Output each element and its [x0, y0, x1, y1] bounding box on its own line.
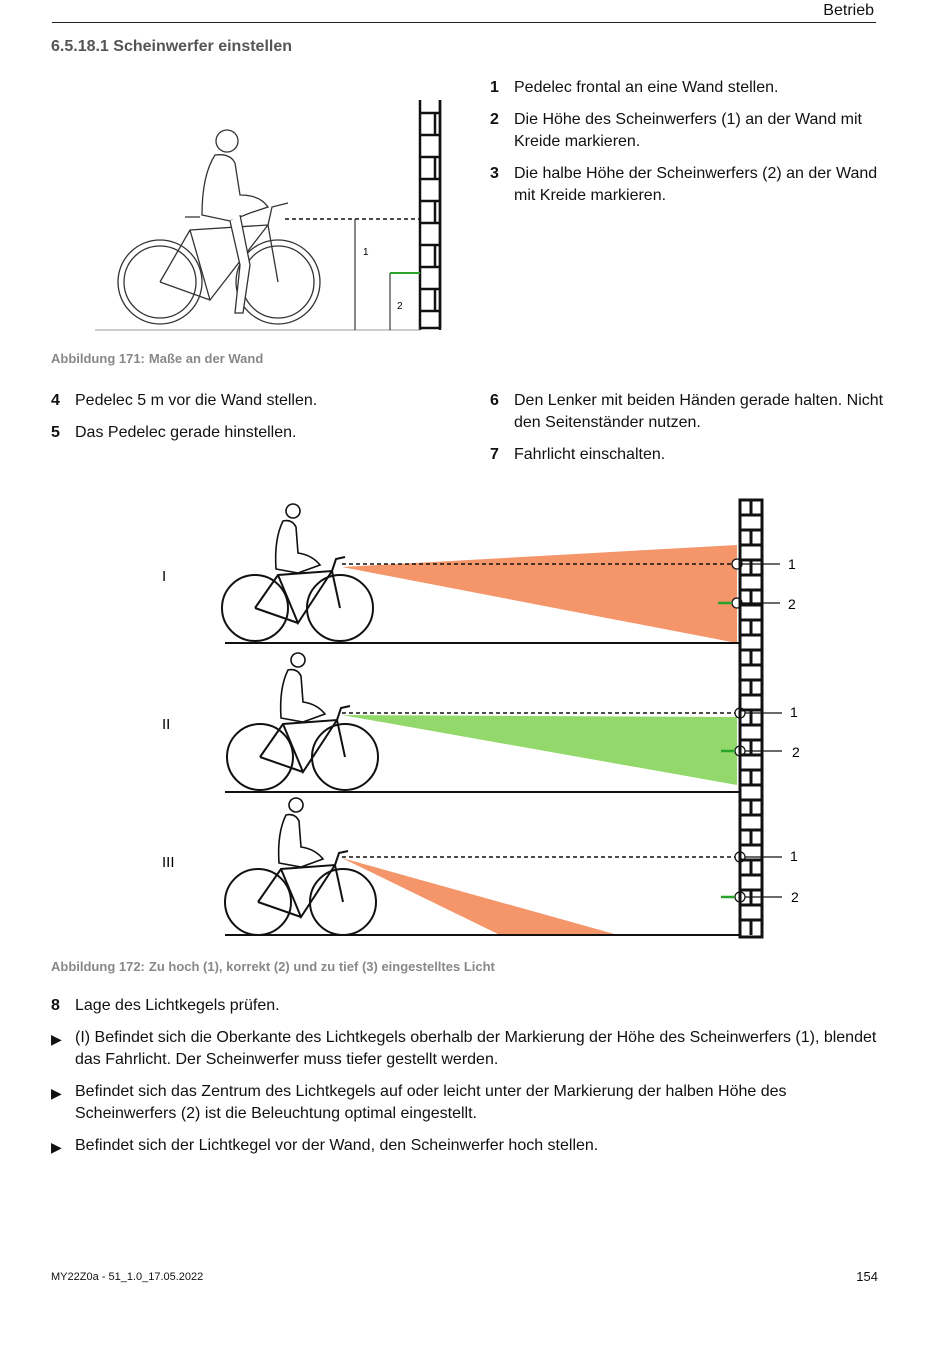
step-8: 8 Lage des Lichtkegels prüfen.: [51, 997, 280, 1014]
figure-172: [150, 495, 810, 945]
panel-label-II: II: [162, 716, 171, 733]
figure-171: [90, 95, 450, 337]
triangle-bullet-icon: ▶: [51, 1085, 62, 1101]
rider-III: [279, 798, 323, 867]
figure-172-caption: Abbildung 172: Zu hoch (1), korrekt (2) und zu tief (3) eingestelltes Licht: [51, 959, 495, 974]
step-7: 7 Fahrlicht einschalten.: [490, 446, 666, 463]
step-2: 2 Die Höhe des Scheinwerfers (1) an der Wand mit Kreide markieren.: [490, 111, 862, 150]
step-5: 5 Das Pedelec gerade hinstellen.: [51, 424, 297, 441]
svg-text:1: 1: [790, 848, 798, 864]
panel-label-III: III: [162, 854, 175, 871]
svg-text:2: 2: [788, 596, 796, 612]
rider-illustration: [202, 130, 268, 313]
brick-wall: [740, 500, 762, 937]
svg-text:1: 1: [790, 704, 798, 720]
callout-2: 2: [397, 301, 403, 312]
panel-III: [162, 798, 799, 935]
panel-label-I: I: [162, 568, 167, 585]
light-beam-II: [342, 715, 737, 785]
header-section: Betrieb: [823, 2, 874, 19]
wall-bricks: [420, 100, 440, 328]
triangle-bullet-icon: ▶: [51, 1139, 62, 1155]
bike-illustration: [118, 203, 320, 324]
bullet-result-2: ▶ Befindet sich das Zentrum des Lichtkegels auf oder leicht unter der Markierung der halben Höhe des Scheinwerfers (2) ist die Beleuchtung optimal eingestellt.: [51, 1083, 787, 1122]
callout-1: 1: [363, 247, 369, 258]
steps-mid-left: [51, 390, 451, 444]
step-1: 1 Pedelec frontal an eine Wand stellen.: [490, 79, 779, 96]
rider-II: [281, 653, 325, 722]
bullet-result-3: ▶ Befindet sich der Lichtkegel vor der Wand, den Scheinwerfer hoch stellen.: [51, 1135, 891, 1157]
panel-I: [162, 504, 796, 643]
svg-text:2: 2: [792, 744, 800, 760]
figure-171-caption: Abbildung 171: Maße an der Wand: [51, 351, 264, 366]
step-4: 4 Pedelec 5 m vor die Wand stellen.: [51, 392, 318, 409]
footer-doc-id: MY22Z0a - 51_1.0_17.05.2022: [51, 1271, 204, 1283]
panel-II: [162, 653, 800, 792]
bullet-result-1: ▶ (I) Befindet sich die Oberkante des Lichtkegels oberhalb der Markierung der Höhe des Scheinwerfers (1), blendet das Fahrlicht. Der Scheinwerfer muss tiefer gestellt werden.: [51, 1029, 877, 1068]
section-title: 6.5.18.1 Scheinwerfer einstellen: [51, 38, 293, 55]
light-beam-III: [342, 858, 618, 935]
step-6: 6 Den Lenker mit beiden Händen gerade halten. Nicht den Seitenständer nutzen.: [490, 392, 884, 431]
svg-text:2: 2: [791, 889, 799, 905]
steps-top: [490, 77, 890, 207]
steps-mid-right: [490, 390, 890, 466]
rider-I: [276, 504, 320, 573]
header-rule: [52, 22, 876, 23]
step-3: 3 Die halbe Höhe der Scheinwerfers (2) an der Wand mit Kreide markieren.: [490, 165, 878, 204]
triangle-bullet-icon: ▶: [51, 1031, 62, 1047]
page-number: 154: [856, 1269, 878, 1284]
svg-text:1: 1: [788, 556, 796, 572]
light-beam-I: [342, 545, 737, 643]
